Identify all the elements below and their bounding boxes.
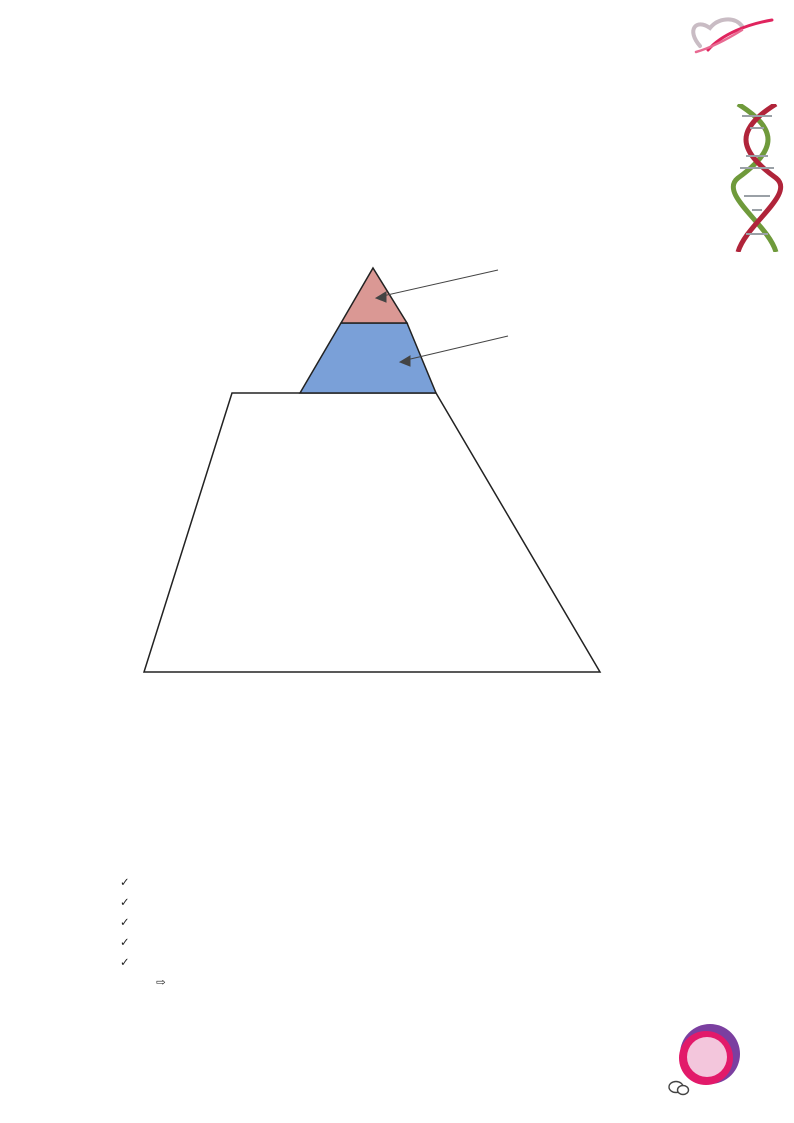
arrow-right-icon: ⇨ — [156, 975, 166, 989]
heart-ribbon-icon — [693, 19, 772, 52]
list-item — [120, 912, 680, 932]
wechat-icon — [668, 1080, 690, 1096]
list-sub-item — [120, 972, 680, 992]
section-9-2-heading — [96, 98, 102, 116]
dna-helix-icon — [728, 104, 786, 252]
nucleus-pointer-line — [378, 270, 498, 297]
calculation-example — [120, 852, 680, 992]
pyramid-tier-nucleus — [341, 268, 407, 323]
section-9-3-heading — [96, 758, 102, 776]
checkmark-icon: ✓ — [120, 895, 130, 909]
list-item — [120, 872, 680, 892]
checkmark-icon: ✓ — [120, 915, 130, 929]
list-item — [120, 952, 680, 972]
list-item — [120, 892, 680, 912]
wechat-watermark — [668, 1078, 694, 1096]
checkmark-icon: ✓ — [120, 875, 130, 889]
nucleus-logo — [660, 12, 784, 102]
herd-pyramid-diagram — [130, 250, 650, 710]
checkmark-icon: ✓ — [120, 955, 130, 969]
checkmark-icon: ✓ — [120, 935, 130, 949]
pyramid-tier-commercial — [144, 393, 600, 672]
calc-intro — [120, 852, 680, 872]
list-item — [120, 932, 680, 952]
